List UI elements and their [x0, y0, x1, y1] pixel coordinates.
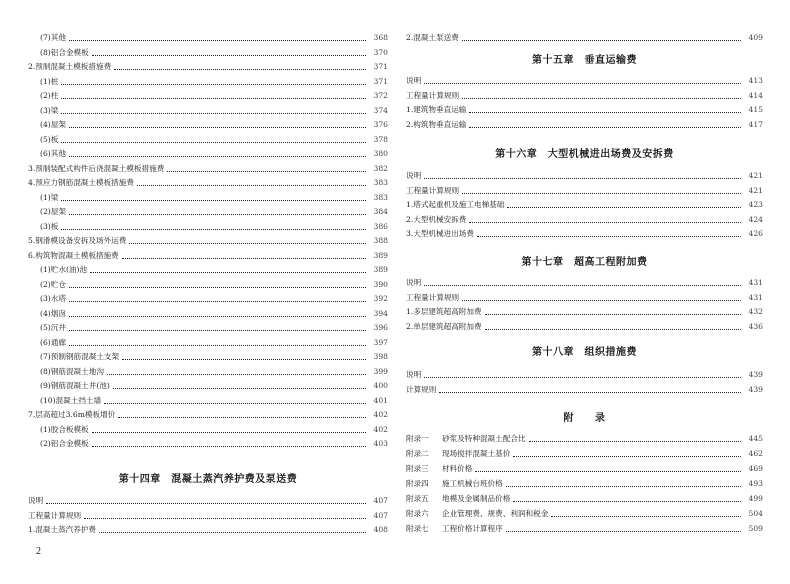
page-ref: 383	[373, 178, 388, 187]
toc-entry[interactable]	[28, 509, 388, 523]
toc-entry[interactable]	[28, 46, 388, 60]
page-ref: 392	[373, 294, 388, 303]
page-ref: 414	[748, 90, 763, 100]
dot-leader	[107, 374, 366, 375]
toc-entry[interactable]	[406, 118, 763, 132]
page-ref: 371	[373, 76, 388, 86]
page-ref: 509	[748, 524, 763, 533]
page-ref: 397	[373, 337, 388, 347]
page-ref: 372	[373, 91, 388, 100]
page-ref: 402	[373, 410, 388, 419]
appendix-label	[406, 507, 549, 521]
appendix-label	[406, 492, 511, 506]
page-ref: 408	[373, 525, 388, 534]
dot-leader	[506, 486, 741, 487]
toc-entry[interactable]	[406, 383, 763, 397]
appendix-heading: 附 录	[563, 413, 606, 424]
appendix-code: 附录三	[406, 464, 429, 473]
page-ref: 436	[748, 321, 763, 331]
chapter-heading: 第十四章 混凝土蒸汽养护费及泵送费	[118, 474, 298, 485]
page-ref: 384	[373, 207, 388, 216]
page-ref: 390	[373, 279, 388, 289]
page-ref: 403	[373, 439, 388, 448]
dot-leader	[61, 113, 366, 114]
page-ref: 389	[373, 265, 388, 274]
dot-leader	[485, 329, 741, 330]
page-ref: 445	[748, 434, 763, 443]
dot-leader	[529, 441, 741, 442]
appendix-entry[interactable]	[406, 477, 763, 491]
entry-label: 工程量计算规则	[406, 292, 460, 302]
entry-label: 5.钢滑模设备安拆及场外运费	[28, 236, 127, 245]
appendix-code: 附录一	[406, 434, 429, 443]
entry-label: 工程量计算规则	[406, 90, 460, 100]
dot-leader	[61, 98, 366, 99]
page-ref: 421	[748, 171, 763, 180]
appendix-entry[interactable]	[406, 432, 763, 446]
toc-entry[interactable]	[28, 133, 388, 147]
dot-leader	[69, 156, 366, 157]
dot-leader	[506, 531, 741, 532]
dot-leader	[513, 501, 741, 502]
page-ref: 399	[373, 366, 388, 376]
entry-label: 计算规则	[406, 384, 437, 394]
page-number: 2	[36, 546, 41, 557]
toc-entry[interactable]	[28, 60, 388, 74]
toc-entry[interactable]	[406, 291, 763, 305]
entry-label: (4)烟囱	[40, 308, 66, 318]
entry-label: 1.混凝土蒸汽养护费	[28, 525, 96, 534]
toc-entry[interactable]	[28, 437, 388, 451]
page-ref: 376	[373, 120, 388, 129]
dot-leader	[485, 314, 741, 315]
page-ref: 431	[748, 278, 763, 287]
page-ref: 383	[373, 192, 388, 202]
dot-leader	[122, 258, 366, 259]
entry-label: 说明	[406, 370, 422, 379]
page-ref: 413	[748, 76, 763, 85]
entry-label: 3.预制装配式构件后浇混凝土模板措施费	[28, 163, 165, 173]
page-ref: 370	[373, 47, 388, 57]
dot-leader	[118, 417, 366, 418]
toc-entry[interactable]	[28, 220, 388, 234]
appendix-entry[interactable]	[406, 507, 763, 521]
dot-leader	[69, 301, 366, 302]
toc-entry[interactable]	[406, 368, 763, 382]
dot-leader	[114, 69, 366, 70]
dot-leader	[113, 388, 366, 389]
page-ref: 407	[373, 496, 388, 505]
toc-entry[interactable]	[28, 89, 388, 103]
entry-label: 2.单层建筑超高附加费	[406, 321, 482, 331]
page-ref: 389	[373, 250, 388, 260]
dot-leader	[69, 316, 366, 317]
dot-leader	[469, 127, 741, 128]
page-ref: 374	[373, 105, 388, 115]
dot-leader	[92, 432, 366, 433]
toc-entry[interactable]	[406, 89, 763, 103]
dot-leader	[122, 359, 366, 360]
dot-leader	[462, 300, 741, 301]
appendix-title: 材料价格	[442, 464, 473, 473]
page-ref: 493	[748, 479, 763, 488]
entry-label: 2.预制混凝土模板措施费	[28, 62, 112, 71]
entry-label: 1.多层建筑超高附加费	[406, 307, 482, 316]
dot-leader	[61, 229, 366, 230]
entry-label: 说明	[28, 496, 44, 505]
toc-entry[interactable]	[28, 365, 388, 379]
entry-label: (8)钢筋混凝土地沟	[40, 366, 104, 376]
dot-leader	[46, 503, 366, 504]
dot-leader	[477, 236, 741, 237]
entry-label: (1)贮水(油)池	[40, 265, 88, 274]
chapter-heading: 第十五章 垂直运输费	[532, 55, 637, 66]
dot-leader	[513, 456, 741, 457]
entry-label: 1.建筑物垂直运输	[406, 105, 467, 114]
dot-leader	[551, 516, 741, 517]
entry-label: (7)预制钢筋混凝土支架	[40, 352, 120, 361]
dot-leader	[424, 377, 741, 378]
page-ref: 378	[373, 134, 388, 144]
page-ref: 401	[373, 395, 388, 405]
dot-leader	[462, 193, 741, 194]
page-ref: 388	[373, 236, 388, 245]
entry-label: (10)混凝土挡土墙	[40, 395, 102, 405]
appendix-code: 附录七	[406, 524, 429, 533]
toc-entry[interactable]	[28, 147, 388, 161]
appendix-title: 地模及金属制品价格	[442, 494, 511, 503]
toc-entry[interactable]	[406, 305, 763, 319]
page-ref: 386	[373, 221, 388, 231]
appendix-code: 附录五	[406, 494, 429, 503]
page-ref: 462	[748, 449, 763, 458]
page-ref: 368	[373, 33, 388, 42]
toc-entry[interactable]	[28, 307, 388, 321]
entry-label: 说明	[406, 76, 422, 85]
toc-entry[interactable]	[28, 118, 388, 132]
appendix-label	[406, 522, 504, 536]
toc-entry[interactable]	[406, 227, 763, 241]
toc-entry[interactable]	[28, 394, 388, 408]
toc-entry[interactable]	[406, 320, 763, 334]
appendix-title: 施工机械台班价格	[442, 479, 503, 488]
toc-entry[interactable]	[28, 75, 388, 89]
entry-label: (2)屋架	[40, 207, 66, 216]
entry-label: (5)沉井	[40, 323, 66, 332]
entry-label: 说明	[406, 278, 422, 287]
dot-leader	[69, 345, 366, 346]
page-ref: 424	[748, 214, 763, 224]
page-ref: 432	[748, 307, 763, 316]
dot-leader	[69, 330, 366, 331]
entry-label: (2)贮仓	[40, 279, 66, 289]
toc-entry[interactable]	[28, 278, 388, 292]
appendix-entry[interactable]	[406, 492, 763, 506]
toc-entry[interactable]	[28, 162, 388, 176]
dot-leader	[69, 40, 366, 41]
page-ref: 407	[373, 510, 388, 520]
entry-label: (1)梁	[40, 192, 59, 202]
dot-leader	[92, 446, 366, 447]
dot-leader	[424, 178, 741, 179]
dot-leader	[129, 243, 366, 244]
dot-leader	[90, 272, 366, 273]
entry-label: (9)钢筋混凝土井(池)	[40, 381, 110, 390]
chapter-heading: 第十七章 超高工程附加费	[521, 257, 648, 268]
page-ref: 431	[748, 292, 763, 302]
toc-entry[interactable]	[406, 198, 763, 212]
toc-entry[interactable]	[406, 276, 763, 290]
page-ref: 426	[748, 229, 763, 238]
toc-entry[interactable]	[28, 249, 388, 263]
dot-leader	[99, 532, 366, 533]
dot-leader	[424, 83, 741, 84]
page-ref: 415	[748, 105, 763, 114]
page-ref: 396	[373, 323, 388, 332]
appendix-code: 附录六	[406, 509, 429, 518]
entry-label: 2.构筑物垂直运输	[406, 119, 467, 129]
entry-label: 工程量计算规则	[406, 185, 460, 195]
dot-leader	[167, 171, 366, 172]
page-ref: 400	[373, 381, 388, 390]
appendix-title: 现场搅拌混凝土基价	[442, 449, 511, 458]
entry-label: (3)板	[40, 221, 59, 231]
appendix-code: 附录四	[406, 479, 429, 488]
entry-label: (7)其他	[40, 33, 66, 42]
appendix-entry[interactable]	[406, 462, 763, 476]
entry-label: 3.大型机械进出场费	[406, 229, 474, 238]
dot-leader	[475, 471, 741, 472]
toc-entry[interactable]	[28, 408, 388, 422]
appendix-title: 砂浆及特种混凝土配合比	[442, 434, 526, 443]
toc-entry[interactable]	[406, 213, 763, 227]
toc-entry[interactable]	[28, 176, 388, 190]
page-ref: 394	[373, 308, 388, 318]
page-ref: 439	[748, 384, 763, 394]
appendix-entry[interactable]	[406, 447, 763, 461]
entry-label: 4.预应力钢筋混凝土模板措施费	[28, 178, 134, 187]
entry-label: 6.构筑物混凝土模板措施费	[28, 250, 119, 260]
dot-leader	[104, 403, 366, 404]
appendix-label	[406, 432, 527, 446]
dot-leader	[92, 55, 366, 56]
toc-entry[interactable]	[28, 205, 388, 219]
page-ref: 382	[373, 163, 388, 173]
toc-entry[interactable]	[406, 74, 763, 88]
entry-label: 2.混凝土泵送费	[406, 33, 459, 42]
appendix-label	[406, 477, 504, 491]
toc-entry[interactable]	[28, 523, 388, 537]
entry-label: 工程量计算规则	[28, 510, 82, 520]
entry-label: (8)铝合金模板	[40, 47, 89, 57]
toc-entry[interactable]	[28, 292, 388, 306]
entry-label: (4)屋架	[40, 120, 66, 129]
entry-label: (1)桩	[40, 76, 59, 86]
page-ref: 499	[748, 494, 763, 503]
entry-label: 1.塔式起重机及施工电梯基础	[406, 200, 505, 209]
toc-entry[interactable]	[28, 379, 388, 393]
entry-label: (3)水塔	[40, 294, 66, 303]
dot-leader	[469, 112, 741, 113]
dot-leader	[61, 200, 366, 201]
toc-entry[interactable]	[28, 321, 388, 335]
toc-entry[interactable]	[28, 263, 388, 277]
page-ref: 402	[373, 424, 388, 434]
dot-leader	[137, 185, 366, 186]
toc-entry[interactable]	[406, 103, 763, 117]
entry-label: (1)胶合板模板	[40, 424, 89, 434]
dot-leader	[69, 127, 366, 128]
dot-leader	[507, 207, 741, 208]
toc-entry[interactable]	[406, 184, 763, 198]
dot-leader	[462, 98, 741, 99]
dot-leader	[439, 392, 741, 393]
toc-entry[interactable]	[28, 234, 388, 248]
entry-label: 7.层高超过3.6m模板增价	[28, 410, 116, 419]
page-ref: 409	[748, 33, 763, 42]
page-ref: 371	[373, 62, 388, 71]
dot-leader	[469, 222, 741, 223]
page-ref: 421	[748, 185, 763, 195]
appendix-entry[interactable]	[406, 522, 763, 536]
page-ref: 504	[748, 509, 763, 518]
dot-leader	[462, 40, 741, 41]
page-ref: 439	[748, 370, 763, 379]
chapter-heading: 第十八章 组织措施费	[532, 347, 637, 358]
toc-entry[interactable]	[28, 191, 388, 205]
toc-entry[interactable]	[28, 336, 388, 350]
dot-leader	[61, 142, 366, 143]
toc-entry[interactable]	[28, 350, 388, 364]
toc-entry[interactable]	[28, 494, 388, 508]
appendix-label	[406, 462, 473, 476]
appendix-title: 工程价格计算程序	[442, 524, 503, 533]
toc-entry[interactable]	[406, 169, 763, 183]
entry-label: (6)其他	[40, 149, 66, 158]
page-ref: 398	[373, 352, 388, 361]
toc-entry[interactable]	[406, 31, 763, 45]
page-ref: 469	[748, 464, 763, 473]
entry-label: 说明	[406, 171, 422, 180]
dot-leader	[69, 287, 366, 288]
appendix-code: 附录二	[406, 449, 429, 458]
page-ref: 417	[748, 119, 763, 129]
entry-label: 2.大型机械安拆费	[406, 214, 467, 224]
entry-label: (6)通廊	[40, 337, 66, 347]
appendix-title: 企业管理费、规费、利润和税金	[442, 509, 549, 518]
toc-entry[interactable]	[28, 423, 388, 437]
dot-leader	[424, 285, 741, 286]
page-ref: 423	[748, 200, 763, 209]
appendix-label	[406, 447, 511, 461]
page-ref: 380	[373, 149, 388, 158]
dot-leader	[84, 518, 366, 519]
entry-label: (5)板	[40, 134, 59, 144]
toc-entry[interactable]	[28, 31, 388, 45]
entry-label: (2)铝合金模板	[40, 439, 89, 448]
dot-leader	[69, 214, 366, 215]
entry-label: (2)柱	[40, 91, 59, 100]
dot-leader	[61, 84, 366, 85]
entry-label: (3)梁	[40, 105, 59, 115]
chapter-heading: 第十六章 大型机械进出场费及安拆费	[495, 149, 674, 160]
toc-entry[interactable]	[28, 104, 388, 118]
